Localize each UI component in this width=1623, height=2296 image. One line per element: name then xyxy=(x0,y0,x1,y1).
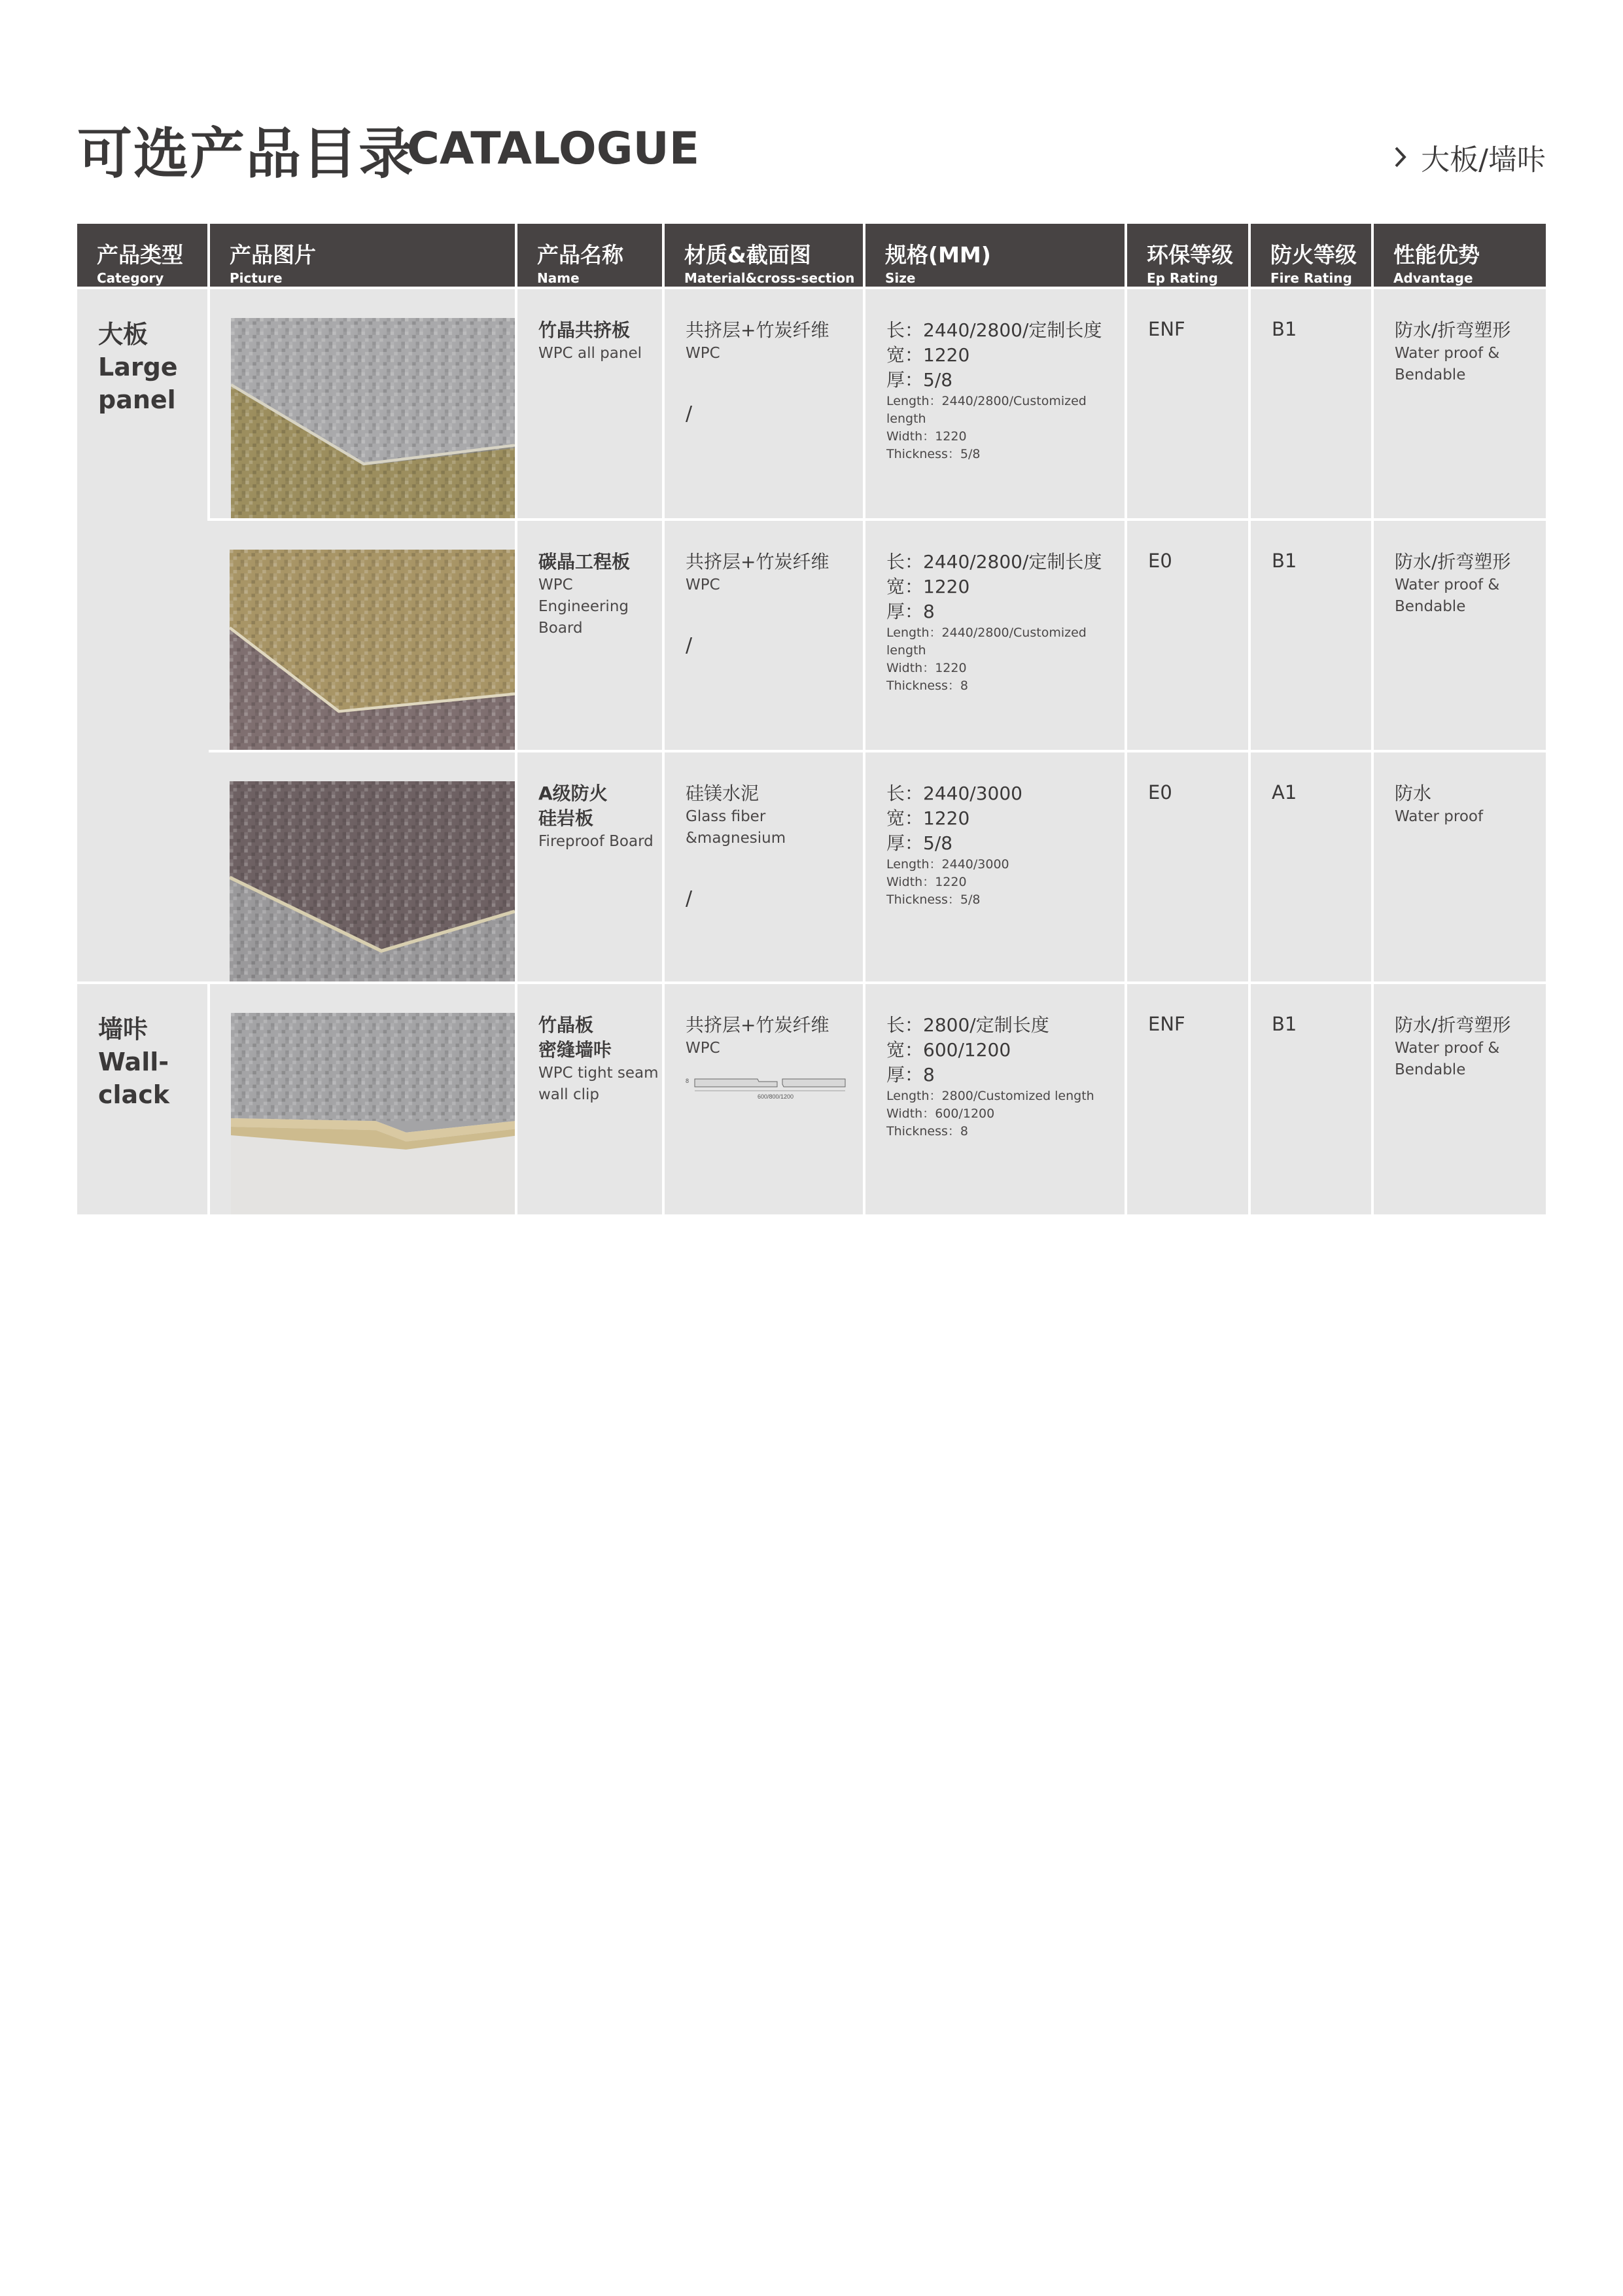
size-cell: 长：2440/2800/定制长度 宽：1220 厚：5/8 Length：2440/2800/Customized length Width：1220 Thickness：5/8 xyxy=(864,288,1126,520)
ep-rating-cell: E0 xyxy=(1126,520,1249,751)
fire-rating-cell: B1 xyxy=(1249,288,1372,520)
material-cell: 共挤层+竹炭纤维 WPC / xyxy=(663,520,864,751)
col-header-ep-rating: 环保等级 Ep Rating xyxy=(1126,224,1249,288)
product-image xyxy=(209,288,516,520)
catalogue-table xyxy=(77,224,1546,1214)
ep-rating-cell: ENF xyxy=(1126,288,1249,520)
product-name-cell: 竹晶共挤板 WPC all panel xyxy=(516,288,663,520)
table-row xyxy=(77,751,1546,983)
product-name-cell: 碳晶工程板 WPC Engineering Board xyxy=(516,520,663,751)
product-name-cell: A级防火 硅岩板 Fireproof Board xyxy=(516,751,663,983)
col-header-material: 材质&截面图 Material&cross-section xyxy=(663,224,864,288)
col-header-picture: 产品图片 Picture xyxy=(209,224,516,288)
material-cell: 共挤层+竹炭纤维 WPC 8 600/800/1200 xyxy=(663,983,864,1214)
col-header-category: 产品类型 Category xyxy=(77,224,209,288)
fire-rating-cell: B1 xyxy=(1249,520,1372,751)
advantage-cell: 防水/折弯塑形 Water proof & Bendable xyxy=(1372,520,1546,751)
cross-section-diagram xyxy=(686,1074,862,1103)
advantage-cell: 防水/折弯塑形 Water proof & Bendable xyxy=(1372,288,1546,520)
product-image xyxy=(209,520,516,751)
table-row xyxy=(77,983,1546,1214)
material-cell: 共挤层+竹炭纤维 WPC / xyxy=(663,288,864,520)
svg-text:8: 8 xyxy=(686,1078,689,1084)
ep-rating-cell: E0 xyxy=(1126,751,1249,983)
breadcrumb[interactable] xyxy=(1393,136,1546,178)
col-header-fire-rating: 防火等级 Fire Rating xyxy=(1249,224,1372,288)
product-image xyxy=(209,983,516,1214)
advantage-cell: 防水 Water proof xyxy=(1372,751,1546,983)
product-image xyxy=(209,751,516,983)
page-title: 可选产品目录 xyxy=(77,122,415,186)
table-header-row xyxy=(77,224,1546,288)
breadcrumb-label: 大板/墙咔 xyxy=(1421,143,1546,177)
fire-rating-cell: B1 xyxy=(1249,983,1372,1214)
category-cell-large-panel: 大板 Large panel xyxy=(77,288,209,983)
advantage-cell: 防水/折弯塑形 Water proof & Bendable xyxy=(1372,983,1546,1214)
col-header-name: 产品名称 Name xyxy=(516,224,663,288)
material-cell: 硅镁水泥 Glass fiber &magnesium / xyxy=(663,751,864,983)
page-title-en: CATALOGUE xyxy=(407,123,700,175)
col-header-size: 规格(MM) Size xyxy=(864,224,1126,288)
ep-rating-cell: ENF xyxy=(1126,983,1249,1214)
size-cell: 长：2800/定制长度 宽：600/1200 厚：8 Length：2800/Customized length Width：600/1200 Thickness：8 xyxy=(864,983,1126,1214)
category-cell-wall-clack: 墙咔 Wall- clack xyxy=(77,983,209,1214)
table-row xyxy=(77,520,1546,751)
fire-rating-cell: A1 xyxy=(1249,751,1372,983)
col-header-advantage: 性能优势 Advantage xyxy=(1372,224,1546,288)
product-name-cell: 竹晶板 密缝墙咔 WPC tight seam wall clip xyxy=(516,983,663,1214)
svg-text:600/800/1200: 600/800/1200 xyxy=(758,1093,794,1100)
size-cell: 长：2440/2800/定制长度 宽：1220 厚：8 Length：2440/2800/Customized length Width：1220 Thickness：8 xyxy=(864,520,1126,751)
size-cell: 长：2440/3000 宽：1220 厚：5/8 Length：2440/3000 Width：1220 Thickness：5/8 xyxy=(864,751,1126,983)
table-row xyxy=(77,288,1546,520)
chevron-right-icon xyxy=(1393,145,1408,169)
